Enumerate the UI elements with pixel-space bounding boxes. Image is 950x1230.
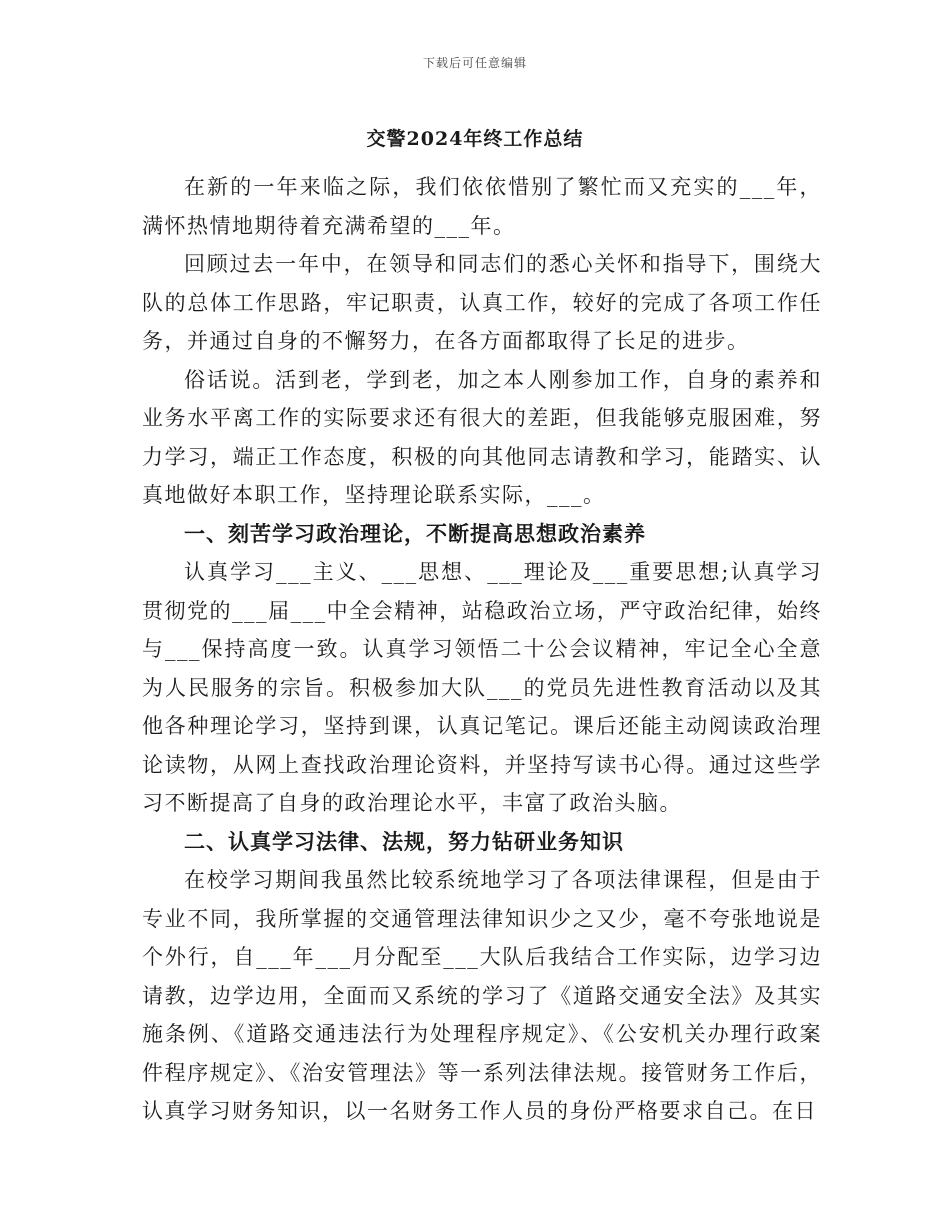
paragraph-law: 在校学习期间我虽然比较系统地学习了各项法律课程，但是由于专业不同，我所掌握的交通管理法律知识少之又少，毫不夸张地说是个外行，自___年___月分配至___大队后我结合工作实际，边学习边请教，边学边用，全面而又系统的学习了《道路交通安全法》及其实施条例、《道路交通违法行为处理程序规定》、《公安机关办理行政案件程序规定》、《治安管理法》等一系列法律法规。接管财务工作后，认真学习财务知识，以一名财务工作人员的身份严格要求自己。在日 bbox=[142, 868, 822, 1123]
paragraph-saying: 俗话说。活到老，学到老，加之本人刚参加工作，自身的素养和业务水平离工作的实际要求还有很大的差距，但我能够克服困难，努力学习，端正工作态度，积极的向其他同志请教和学习，能踏实、认真地做好本职工作，坚持理论联系实际，___。 bbox=[142, 367, 822, 507]
section-heading-politics: 一、刻苦学习政治理论，不断提高思想政治素养 bbox=[184, 520, 646, 546]
header-note: 下载后可任意编辑 bbox=[422, 56, 527, 70]
paragraph-review: 回顾过去一年中，在领导和同志们的悉心关怀和指导下，围绕大队的总体工作思路，牢记职责，认真工作，较好的完成了各项工作任务，并通过自身的不懈努力，在各方面都取得了长足的进步。 bbox=[142, 252, 822, 353]
paragraph-intro: 在新的一年来临之际，我们依依惜别了繁忙而又充实的___年，满怀热情地期待着充满希望的___年。 bbox=[142, 175, 822, 238]
paragraph-politics: 认真学习___主义、___思想、___理论及___重要思想;认真学习贯彻党的___届___中全会精神，站稳政治立场，严守政治纪律，始终与___保持高度一致。认真学习领悟二十公会议精神，牢记全心全意为人民服务的宗旨。积极参加大队___的党员先进性教育活动以及其他各种理论学习，坚持到课，认真记笔记。课后还能主动阅读政治理论读物，从网上查找政治理论资料，并坚持写读书心得。通过这些学习不断提高了自身的政治理论水平，丰富了政治头脑。 bbox=[142, 560, 822, 815]
section-heading-law: 二、认真学习法律、法规，努力钻研业务知识 bbox=[184, 828, 624, 854]
document-title: 交警2024年终工作总结 bbox=[366, 128, 584, 150]
document-body bbox=[142, 168, 822, 1131]
